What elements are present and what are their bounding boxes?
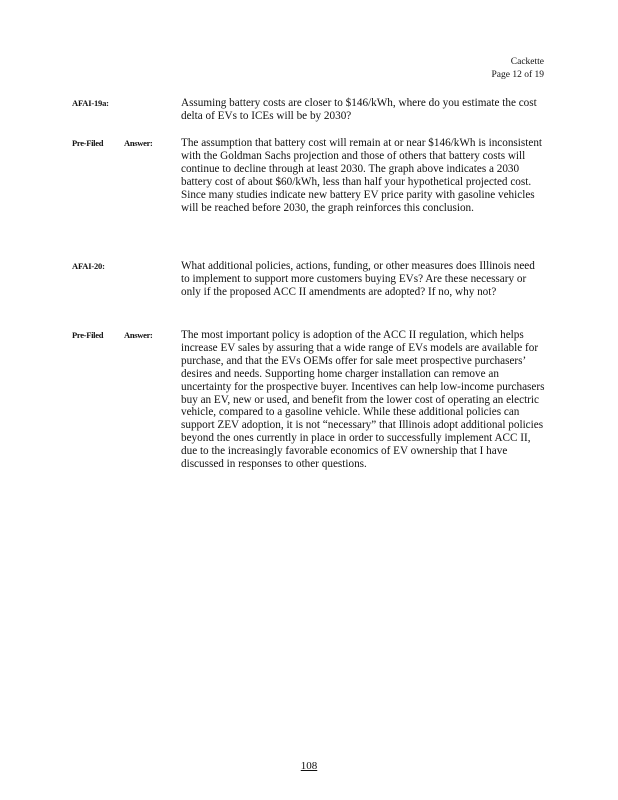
answer-afai-19a: [72, 137, 546, 214]
answer-label: Answer:: [124, 330, 153, 340]
question-code: AFAI-19a:: [72, 98, 109, 108]
question-afai-19a: [72, 97, 546, 123]
question-text: What additional policies, actions, funding, or other measures does Illinois need to implement to support more customers buying EVs? Are these necessary or only if the proposed ACC II amendments are adopted? If no, why not?: [181, 260, 535, 298]
answer-row: [72, 329, 546, 471]
page-indicator: Page 12 of 19: [491, 70, 544, 80]
question-afai-20: [72, 260, 546, 299]
question-row: [72, 260, 546, 299]
answer-text: The most important policy is adoption of the ACC II regulation, which helps increase EV sales by assuring that a wide range of EVs models are available for purchase, and that the EVs OEMs offer for sale meet prospective purchasers’ desires and needs. Supporting home charger installation can remove an uncertainty for the prospective buyer. Incentives can help low-income purchasers buy an EV, new or used, and benefit from the lower cost of operating an electric vehicle, compared to a gasoline vehicle. While these additional policies can support ZEV adoption, it is not “necessary” that Illinois adopt additional policies beyond the ones currently in place in order to successfully implement ACC II, due to the increasingly favorable economics of EV ownership that I have discussed in responses to other questions.: [181, 329, 545, 471]
page-number: 108: [300, 760, 318, 772]
answer-afai-20: [72, 329, 546, 471]
page-header: [491, 56, 544, 82]
witness-name: Cackette: [510, 57, 544, 67]
answer-row: [72, 137, 546, 214]
question-text: Assuming battery costs are closer to $146/kWh, where do you estimate the cost delta of EVs to ICEs will be by 2030?: [181, 97, 537, 122]
answer-text: The assumption that battery cost will remain at or near $146/kWh is inconsistent with the Goldman Sachs projection and those of others that battery costs will continue to decline through at least 2030. The graph above indicates a 2030 battery cost of about $60/kWh, less than half your hypothetical projected cost. Since many studies indicate new battery EV price parity with gasoline vehicles will be reached before 2030, the graph reinforces this conclusion.: [181, 137, 543, 214]
question-row: [72, 97, 546, 123]
answer-label: Answer:: [124, 138, 153, 148]
question-code: AFAI-20:: [72, 261, 105, 271]
page-footer: [0, 760, 618, 772]
prefiled-label: Pre-Filed: [72, 330, 104, 340]
prefiled-label: Pre-Filed: [72, 138, 104, 148]
